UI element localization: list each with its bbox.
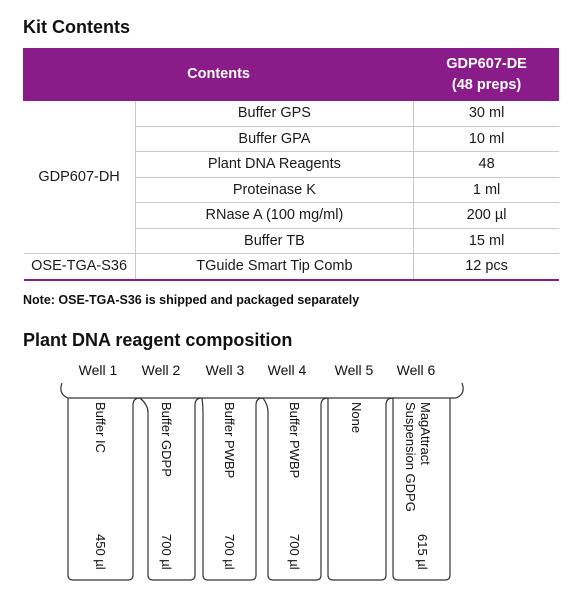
qty-cell: 200 µl <box>414 203 559 229</box>
well-1-volume: 450 µl <box>93 534 108 570</box>
qty-cell: 10 ml <box>414 126 559 152</box>
kit-contents-title: Kit Contents <box>23 17 130 37</box>
item-cell: Buffer GPA <box>135 126 413 152</box>
qty-cell: 1 ml <box>414 177 559 203</box>
item-cell: Buffer TB <box>135 228 413 254</box>
well-2-reagent: Buffer GDPP <box>159 402 174 477</box>
product-code: GDP607-DE <box>446 55 527 72</box>
qty-cell: 30 ml <box>414 101 559 127</box>
well-3-reagent: Buffer PWBP <box>222 402 237 479</box>
well-5-reagent: None <box>349 402 364 434</box>
composition-title: Plant DNA reagent composition <box>23 330 293 350</box>
item-cell: Proteinase K <box>135 177 413 203</box>
well-label: Well 6 <box>396 362 436 378</box>
well-6-reagent-line1: MagAttract <box>418 402 433 465</box>
well-2-volume: 700 µl <box>159 534 174 570</box>
shipping-note: Note: OSE-TGA-S36 is shipped and packaged separately <box>23 293 360 307</box>
qty-cell: 48 <box>414 152 559 178</box>
well-6-volume: 615 µl <box>415 534 430 570</box>
well-label: Well 5 <box>334 362 374 378</box>
well-6-reagent-line2: Suspension GDPG <box>403 402 418 512</box>
item-cell: TGuide Smart Tip Comb <box>135 254 413 280</box>
qty-cell: 12 pcs <box>414 254 559 280</box>
well-3-volume: 700 µl <box>222 534 237 570</box>
item-cell: RNase A (100 mg/ml) <box>135 203 413 229</box>
group-label: GDP607-DH <box>24 101 136 254</box>
well-4-volume: 700 µl <box>287 534 302 570</box>
well-label: Well 1 <box>78 362 118 378</box>
contents-header: Contents <box>24 49 414 101</box>
well-label: Well 2 <box>141 362 181 378</box>
well-label: Well 3 <box>205 362 245 378</box>
well-label: Well 4 <box>267 362 307 378</box>
product-preps: (48 preps) <box>451 76 522 93</box>
strip-rim <box>61 383 463 398</box>
well-1-reagent: Buffer IC <box>93 402 108 454</box>
well-4-reagent: Buffer PWBP <box>287 402 302 479</box>
qty-cell: 15 ml <box>414 228 559 254</box>
extra-code-cell: OSE-TGA-S36 <box>24 254 136 280</box>
item-cell: Plant DNA Reagents <box>135 152 413 178</box>
item-cell: Buffer GPS <box>135 101 413 127</box>
